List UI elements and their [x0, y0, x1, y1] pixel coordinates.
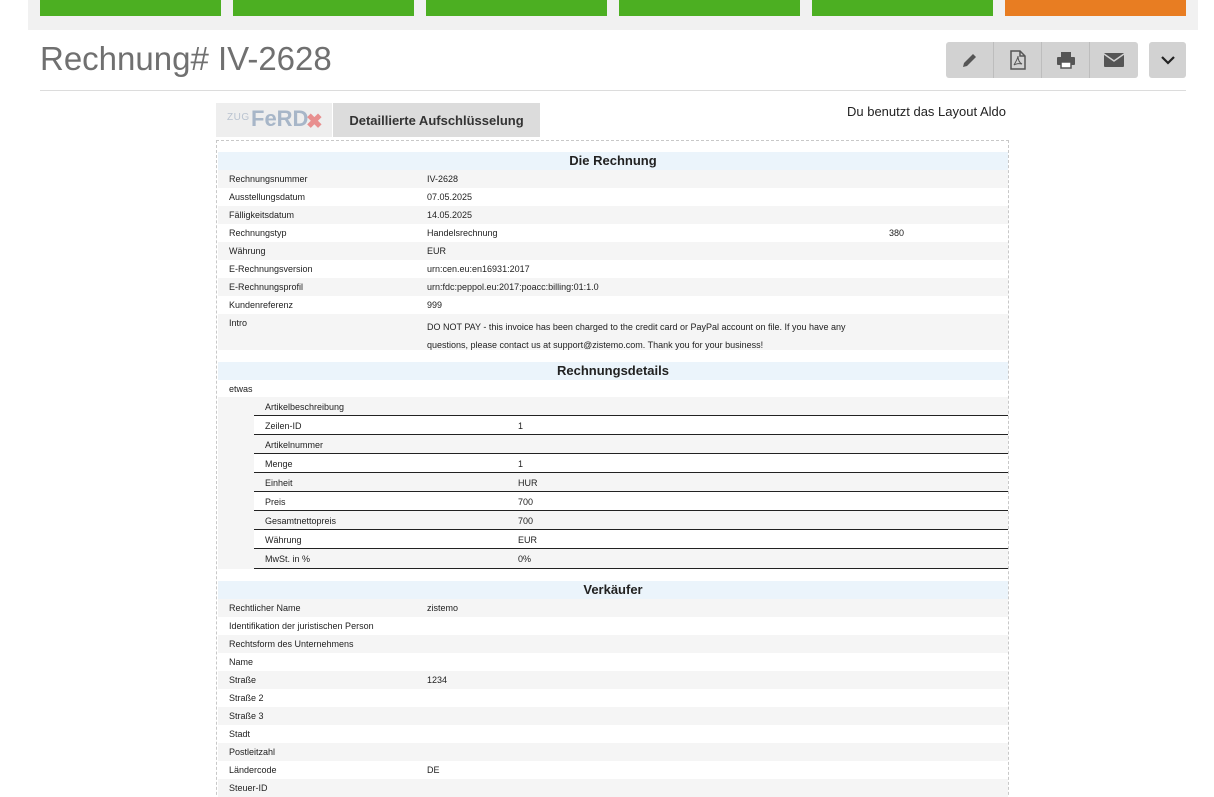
section-title-invoice: Die Rechnung [218, 152, 1008, 170]
table-row [218, 188, 1008, 206]
item-label: Artikelbeschreibung [265, 402, 345, 412]
item-value: 700 [518, 516, 534, 526]
list-item [254, 511, 1008, 530]
print-icon [1056, 51, 1076, 69]
detail-breakdown-tab[interactable]: Detaillierte Aufschlüsselung [333, 103, 540, 137]
list-item [254, 454, 1008, 473]
row-value: 1234 [427, 675, 448, 685]
item-label: MwSt. in % [265, 554, 311, 564]
intro-row [218, 314, 1008, 350]
top-tab-5[interactable] [812, 0, 993, 16]
item-label: Gesamtnettopreis [265, 516, 337, 526]
table-row [218, 170, 1008, 188]
table-row [218, 653, 1008, 671]
table-row [218, 689, 1008, 707]
page-title: Rechnung# IV-2628 [40, 40, 332, 77]
table-row [218, 779, 1008, 797]
zugferd-tab[interactable] [216, 103, 332, 137]
row-label: Währung [229, 246, 266, 256]
row-label: Identifikation der juristischen Person [229, 621, 374, 631]
top-tab-1[interactable] [40, 0, 221, 16]
item-value: EUR [518, 535, 538, 545]
item-label: Artikelnummer [265, 440, 324, 450]
item-name: etwas [229, 384, 253, 394]
list-item [254, 416, 1008, 435]
row-label: Ausstellungsdatum [229, 192, 306, 202]
row-value: Handelsrechnung [427, 228, 498, 238]
row-label: Rechtsform des Unternehmens [229, 639, 354, 649]
row-label: Postleitzahl [229, 747, 276, 757]
pdf-button[interactable] [994, 42, 1042, 78]
item-label: Zeilen-ID [265, 421, 302, 431]
table-row [218, 260, 1008, 278]
edit-button[interactable] [946, 42, 994, 78]
row-value: 07.05.2025 [427, 192, 473, 202]
invoice-toolbar [946, 42, 1138, 78]
row-value: 14.05.2025 [427, 210, 473, 220]
zugferd-document [216, 140, 1009, 797]
item-label: Währung [265, 535, 302, 545]
row-value: urn:cen.eu:en16931:2017 [427, 264, 530, 274]
row-label: Steuer-ID [229, 783, 268, 793]
table-row [218, 206, 1008, 224]
row-label: Fälligkeitsdatum [229, 210, 295, 220]
section-title-seller: Verkäufer [218, 581, 1008, 599]
pdf-icon [1009, 50, 1027, 70]
layout-note: Du benutzt das Layout Aldo [846, 104, 1006, 119]
email-button[interactable] [1090, 42, 1138, 78]
zugferd-logo: FeRD [251, 106, 309, 131]
chevron-down-icon [1161, 55, 1175, 65]
row-label: Stadt [229, 729, 251, 739]
item-value: 700 [518, 497, 534, 507]
row-label: E-Rechnungsprofil [229, 282, 304, 292]
row-label: Kundenreferenz [229, 300, 294, 310]
list-item [254, 473, 1008, 492]
item-value: 1 [518, 459, 524, 469]
row-value: 999 [427, 300, 443, 310]
top-tab-3[interactable] [426, 0, 607, 16]
item-label: Menge [265, 459, 293, 469]
row-value: IV-2628 [427, 174, 459, 184]
row-value: zistemo [427, 603, 459, 613]
row-label: Straße 2 [229, 693, 264, 703]
row-label: Rechtlicher Name [229, 603, 301, 613]
table-row [218, 278, 1008, 296]
envelope-icon [1103, 52, 1125, 68]
list-item [254, 397, 1008, 416]
divider [254, 568, 1008, 569]
item-label: Preis [265, 497, 286, 507]
row-label: Rechnungstyp [229, 228, 287, 238]
intro-text: DO NOT PAY - this invoice has been charged to the credit card or PayPal account on file. If you have any questions, please contact us at support@zistemo.com. Thank you for your business! [427, 322, 846, 350]
table-row [218, 725, 1008, 743]
title-divider [40, 90, 1186, 91]
pencil-icon [961, 51, 979, 69]
row-label: Name [229, 657, 254, 667]
top-tab-4[interactable] [619, 0, 800, 16]
row-label: Rechnungsnummer [229, 174, 308, 184]
row-code: 380 [889, 228, 905, 238]
table-row [218, 296, 1008, 314]
row-value: EUR [427, 246, 447, 256]
table-row [218, 671, 1008, 689]
top-tab-6[interactable] [1005, 0, 1186, 16]
section-title-details: Rechnungsdetails [218, 362, 1008, 380]
table-row [218, 617, 1008, 635]
table-row [218, 707, 1008, 725]
more-actions-button[interactable] [1149, 42, 1186, 78]
item-indent [218, 397, 254, 569]
row-value: DE [427, 765, 440, 775]
item-label: Einheit [265, 478, 293, 488]
table-row [218, 224, 1008, 242]
table-row [218, 743, 1008, 761]
item-value: 1 [518, 421, 524, 431]
table-row [218, 761, 1008, 779]
zugferd-logo-small: ZUG [227, 112, 250, 123]
row-label: Ländercode [229, 765, 277, 775]
row-label: Straße 3 [229, 711, 264, 721]
close-icon[interactable]: ✖ [306, 111, 323, 133]
print-button[interactable] [1042, 42, 1090, 78]
table-row [218, 635, 1008, 653]
item-value: 0% [518, 554, 532, 564]
row-label: Intro [229, 318, 248, 328]
item-value: HUR [518, 478, 538, 488]
row-label: E-Rechnungsversion [229, 264, 313, 274]
table-row [218, 599, 1008, 617]
row-value: urn:fdc:peppol.eu:2017:poacc:billing:01:1.0 [427, 282, 599, 292]
table-row [218, 242, 1008, 260]
list-item [254, 492, 1008, 511]
row-label: Straße [229, 675, 257, 685]
top-tab-2[interactable] [233, 0, 414, 16]
list-item [254, 530, 1008, 549]
list-item [254, 435, 1008, 454]
list-item [254, 549, 1008, 568]
